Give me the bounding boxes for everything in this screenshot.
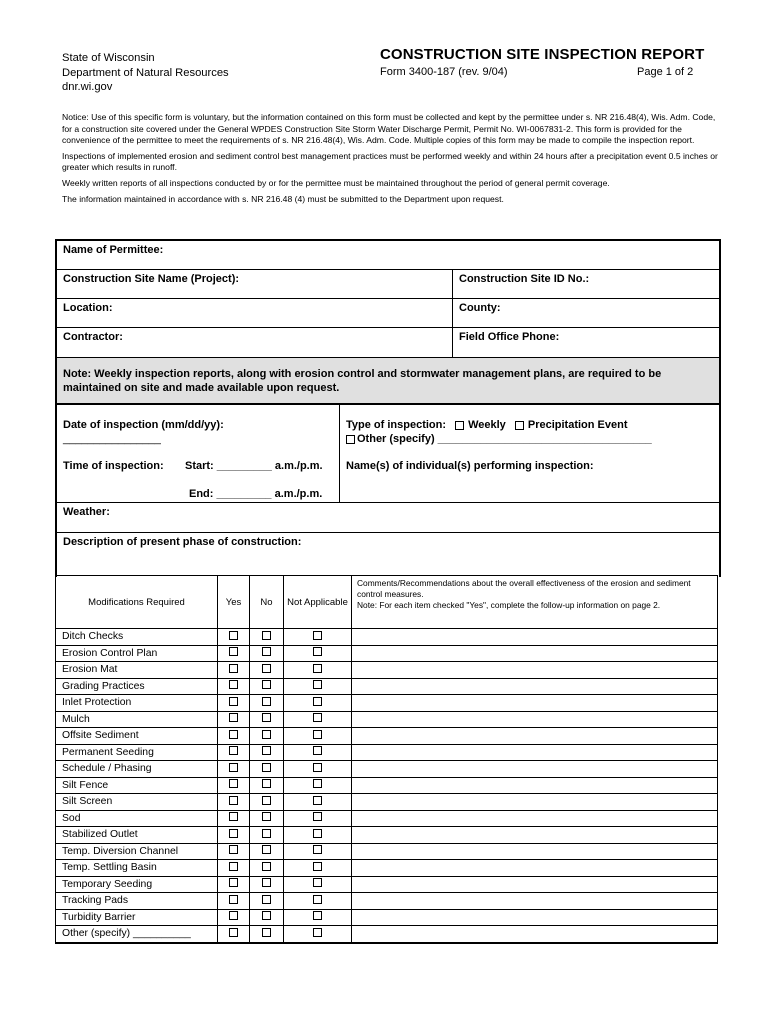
yes-checkbox[interactable] — [229, 796, 238, 805]
no-cell — [250, 860, 284, 877]
table-row — [56, 926, 718, 943]
location-row — [57, 299, 719, 328]
no-cell — [250, 728, 284, 745]
yes-cell — [218, 827, 250, 844]
yes-checkbox[interactable] — [229, 730, 238, 739]
na-cell — [284, 662, 352, 679]
table-row — [56, 728, 718, 745]
na-cell — [284, 843, 352, 860]
note-text: Note: Weekly inspection reports, along with erosion control and stormwater management plans, are required to be maintained on site and made available upon request. — [63, 367, 662, 394]
date-input[interactable]: ________________ — [63, 433, 161, 445]
na-cell — [284, 876, 352, 893]
no-checkbox[interactable] — [262, 878, 271, 887]
table-row — [56, 678, 718, 695]
no-cell — [250, 827, 284, 844]
yes-checkbox[interactable] — [229, 928, 238, 937]
header-no: No — [250, 576, 284, 629]
na-checkbox[interactable] — [313, 680, 322, 689]
no-checkbox[interactable] — [262, 763, 271, 772]
modification-item-label: Schedule / Phasing — [56, 761, 218, 778]
comment-cell[interactable] — [352, 629, 718, 646]
comment-cell[interactable] — [352, 860, 718, 877]
modification-item-label: Ditch Checks — [56, 629, 218, 646]
header-yes: Yes — [218, 576, 250, 629]
modification-item-label: Silt Fence — [56, 777, 218, 794]
na-cell — [284, 926, 352, 943]
no-cell — [250, 695, 284, 712]
no-checkbox[interactable] — [262, 862, 271, 871]
na-checkbox[interactable] — [313, 895, 322, 904]
permittee-row — [57, 241, 719, 270]
agency-website: dnr.wi.gov — [62, 81, 113, 93]
no-cell — [250, 893, 284, 910]
no-checkbox[interactable] — [262, 779, 271, 788]
table-row — [56, 860, 718, 877]
site-id-field[interactable]: Construction Site ID No.: — [459, 273, 590, 285]
yes-checkbox[interactable] — [229, 746, 238, 755]
modification-item-label: Tracking Pads — [56, 893, 218, 910]
table-row — [56, 761, 718, 778]
comment-cell[interactable] — [352, 893, 718, 910]
na-cell — [284, 909, 352, 926]
na-checkbox[interactable] — [313, 697, 322, 706]
yes-checkbox[interactable] — [229, 680, 238, 689]
na-checkbox[interactable] — [313, 862, 322, 871]
comments-note: Note: For each item checked "Yes", complete the follow-up information on page 2. — [357, 600, 661, 610]
location-field[interactable]: Location: — [57, 299, 453, 327]
modification-item-label: Offsite Sediment — [56, 728, 218, 745]
no-cell — [250, 876, 284, 893]
no-checkbox[interactable] — [262, 697, 271, 706]
comments-description: Comments/Recommendations about the overall effectiveness of the erosion and sediment control measures. — [357, 578, 691, 599]
na-checkbox[interactable] — [313, 911, 322, 920]
yes-checkbox[interactable] — [229, 812, 238, 821]
na-cell — [284, 761, 352, 778]
comment-cell[interactable] — [352, 678, 718, 695]
weather-field[interactable]: Weather: — [63, 506, 110, 518]
yes-checkbox[interactable] — [229, 911, 238, 920]
table-row — [56, 893, 718, 910]
table-row — [56, 777, 718, 794]
no-checkbox[interactable] — [262, 895, 271, 904]
na-checkbox[interactable] — [313, 845, 322, 854]
note-row — [57, 357, 719, 405]
yes-checkbox[interactable] — [229, 697, 238, 706]
table-row — [56, 711, 718, 728]
no-checkbox[interactable] — [262, 730, 271, 739]
na-cell — [284, 645, 352, 662]
notices-block — [62, 112, 722, 209]
yes-cell — [218, 843, 250, 860]
na-checkbox[interactable] — [313, 829, 322, 838]
na-cell — [284, 777, 352, 794]
modification-item-label: Temporary Seeding — [56, 876, 218, 893]
modification-item-label: Turbidity Barrier — [56, 909, 218, 926]
phase-row — [57, 533, 719, 577]
no-cell — [250, 761, 284, 778]
na-checkbox[interactable] — [313, 713, 322, 722]
notice-voluntary: Notice: Use of this specific form is voluntary, but the information contained on this form must be collected and kept by the permittee under s. NR 216.48(4), Wis. Adm. Code, for a construction site covered under the General WPDES Construction Site Storm Water Discharge Permit, Permit No. WI-0067831-2. This form is provided for the convenience of the permittee to meet the requirements of s. NR 216.48(4), Wis. Adm. Code. Multiple copies of this form may be made to compile the inspection report. — [62, 112, 716, 146]
modification-item-label: Temp. Settling Basin — [56, 860, 218, 877]
site-info-form — [55, 239, 721, 577]
precipitation-label: Precipitation Event — [527, 419, 628, 431]
no-checkbox[interactable] — [262, 845, 271, 854]
weekly-label: Weekly — [468, 419, 506, 431]
start-time-input[interactable]: Start: _________ a.m./p.m. — [185, 460, 323, 472]
na-cell — [284, 827, 352, 844]
modifications-body — [56, 629, 718, 943]
names-label[interactable]: Name(s) of individual(s) performing inspection: — [346, 460, 594, 472]
comment-cell[interactable] — [352, 794, 718, 811]
no-checkbox[interactable] — [262, 928, 271, 937]
na-checkbox[interactable] — [313, 928, 322, 937]
modification-item-label: Mulch — [56, 711, 218, 728]
na-cell — [284, 893, 352, 910]
site-name-row — [57, 270, 719, 299]
table-row — [56, 794, 718, 811]
comment-cell[interactable] — [352, 926, 718, 943]
yes-cell — [218, 876, 250, 893]
comment-cell[interactable] — [352, 909, 718, 926]
na-checkbox[interactable] — [313, 746, 322, 755]
agency-state: State of Wisconsin — [62, 52, 155, 64]
comment-cell[interactable] — [352, 810, 718, 827]
no-checkbox[interactable] — [262, 829, 271, 838]
header-modifications: Modifications Required — [56, 576, 218, 629]
modification-item-label: Sod — [56, 810, 218, 827]
no-cell — [250, 629, 284, 646]
no-checkbox[interactable] — [262, 713, 271, 722]
comment-cell[interactable] — [352, 744, 718, 761]
inspection-type-line — [346, 419, 628, 431]
table-row — [56, 827, 718, 844]
modification-item-label: Stabilized Outlet — [56, 827, 218, 844]
yes-checkbox[interactable] — [229, 895, 238, 904]
no-checkbox[interactable] — [262, 647, 271, 656]
notice-weekly-reports: Weekly written reports of all inspections conducted by or for the permittee must be maintained throughout the period of general permit coverage. — [62, 177, 610, 188]
na-cell — [284, 860, 352, 877]
na-checkbox[interactable] — [313, 631, 322, 640]
table-row — [56, 810, 718, 827]
other-label[interactable]: Other (specify) ___________________________________ — [357, 433, 652, 445]
comment-cell[interactable] — [352, 827, 718, 844]
no-checkbox[interactable] — [262, 746, 271, 755]
na-cell — [284, 744, 352, 761]
no-cell — [250, 909, 284, 926]
county-field[interactable]: County: — [459, 302, 501, 314]
no-cell — [250, 744, 284, 761]
na-cell — [284, 695, 352, 712]
no-cell — [250, 678, 284, 695]
no-cell — [250, 794, 284, 811]
date-label: Date of inspection (mm/dd/yy): — [63, 419, 224, 431]
agency-block — [62, 51, 229, 95]
comment-cell[interactable] — [352, 777, 718, 794]
site-name-field[interactable]: Construction Site Name (Project): — [57, 270, 453, 298]
na-cell — [284, 794, 352, 811]
no-checkbox[interactable] — [262, 680, 271, 689]
table-row — [56, 843, 718, 860]
na-cell — [284, 711, 352, 728]
notice-inspection-frequency: Inspections of implemented erosion and sediment control best management practices must be performed weekly and within 24 hours after a precipitation event 0.5 inches or greater which results in runoff. — [62, 150, 718, 173]
table-row — [56, 876, 718, 893]
table-row — [56, 629, 718, 646]
na-cell — [284, 810, 352, 827]
no-cell — [250, 810, 284, 827]
yes-checkbox[interactable] — [229, 763, 238, 772]
phone-field[interactable]: Field Office Phone: — [459, 331, 560, 343]
yes-cell — [218, 629, 250, 646]
comment-cell[interactable] — [352, 645, 718, 662]
table-header-row — [56, 576, 718, 629]
date-time-cell — [57, 405, 340, 502]
table-row — [56, 909, 718, 926]
yes-checkbox[interactable] — [229, 845, 238, 854]
header-not-applicable: Not Applicable — [284, 576, 352, 629]
precipitation-checkbox[interactable] — [515, 421, 524, 430]
na-checkbox[interactable] — [313, 796, 322, 805]
time-label: Time of inspection: — [63, 460, 164, 472]
modification-item-label: Permanent Seeding — [56, 744, 218, 761]
contractor-row — [57, 328, 719, 357]
other-checkbox[interactable] — [346, 435, 355, 444]
yes-cell — [218, 909, 250, 926]
report-title: CONSTRUCTION SITE INSPECTION REPORT — [380, 46, 705, 63]
yes-checkbox[interactable] — [229, 631, 238, 640]
inspection-details-row — [57, 405, 719, 503]
end-time-input[interactable]: End: _________ a.m./p.m. — [189, 488, 323, 500]
yes-checkbox[interactable] — [229, 862, 238, 871]
type-names-cell — [340, 405, 719, 502]
na-checkbox[interactable] — [313, 730, 322, 739]
comment-cell[interactable] — [352, 662, 718, 679]
no-checkbox[interactable] — [262, 664, 271, 673]
modification-item-label: Erosion Control Plan — [56, 645, 218, 662]
na-checkbox[interactable] — [313, 647, 322, 656]
yes-cell — [218, 893, 250, 910]
yes-cell — [218, 744, 250, 761]
yes-checkbox[interactable] — [229, 664, 238, 673]
na-checkbox[interactable] — [313, 779, 322, 788]
no-checkbox[interactable] — [262, 796, 271, 805]
header-comments — [352, 576, 718, 629]
weather-row — [57, 503, 719, 533]
comment-cell[interactable] — [352, 876, 718, 893]
table-row — [56, 695, 718, 712]
modification-item-label: Erosion Mat — [56, 662, 218, 679]
table-row — [56, 744, 718, 761]
phase-field[interactable]: Description of present phase of construction: — [63, 536, 302, 548]
yes-cell — [218, 926, 250, 943]
type-label: Type of inspection: — [346, 419, 447, 431]
na-checkbox[interactable] — [313, 878, 322, 887]
modification-item-label: Silt Screen — [56, 794, 218, 811]
yes-cell — [218, 761, 250, 778]
na-cell — [284, 728, 352, 745]
yes-cell — [218, 695, 250, 712]
na-checkbox[interactable] — [313, 763, 322, 772]
agency-department: Department of Natural Resources — [62, 66, 229, 79]
permittee-field[interactable]: Name of Permittee: — [63, 244, 164, 256]
no-checkbox[interactable] — [262, 631, 271, 640]
weekly-checkbox[interactable] — [455, 421, 464, 430]
comment-cell[interactable] — [352, 695, 718, 712]
yes-cell — [218, 728, 250, 745]
modifications-table — [55, 575, 718, 944]
yes-checkbox[interactable] — [229, 647, 238, 656]
yes-cell — [218, 645, 250, 662]
na-cell — [284, 629, 352, 646]
no-cell — [250, 843, 284, 860]
modification-item-label: Inlet Protection — [56, 695, 218, 712]
other-type-line — [346, 433, 652, 445]
no-cell — [250, 777, 284, 794]
yes-cell — [218, 678, 250, 695]
page-number: Page 1 of 2 — [637, 66, 694, 78]
yes-cell — [218, 810, 250, 827]
yes-checkbox[interactable] — [229, 713, 238, 722]
modification-item-label: Other (specify) __________ — [56, 926, 218, 943]
yes-cell — [218, 794, 250, 811]
modification-item-label: Grading Practices — [56, 678, 218, 695]
no-checkbox[interactable] — [262, 911, 271, 920]
form-number: Form 3400-187 (rev. 9/04) — [380, 66, 508, 78]
na-cell — [284, 678, 352, 695]
yes-checkbox[interactable] — [229, 878, 238, 887]
yes-cell — [218, 860, 250, 877]
no-cell — [250, 662, 284, 679]
comment-cell[interactable] — [352, 761, 718, 778]
comment-cell[interactable] — [352, 843, 718, 860]
no-checkbox[interactable] — [262, 812, 271, 821]
table-row — [56, 662, 718, 679]
yes-checkbox[interactable] — [229, 829, 238, 838]
table-row — [56, 645, 718, 662]
modification-item-label: Temp. Diversion Channel — [56, 843, 218, 860]
no-cell — [250, 926, 284, 943]
yes-cell — [218, 777, 250, 794]
notice-submission: The information maintained in accordance with s. NR 216.48 (4) must be submitted to the Department upon request. — [62, 193, 504, 204]
yes-checkbox[interactable] — [229, 779, 238, 788]
no-cell — [250, 645, 284, 662]
na-checkbox[interactable] — [313, 664, 322, 673]
no-cell — [250, 711, 284, 728]
yes-cell — [218, 711, 250, 728]
contractor-field[interactable]: Contractor: — [57, 328, 453, 357]
na-checkbox[interactable] — [313, 812, 322, 821]
yes-cell — [218, 662, 250, 679]
comment-cell[interactable] — [352, 711, 718, 728]
comment-cell[interactable] — [352, 728, 718, 745]
